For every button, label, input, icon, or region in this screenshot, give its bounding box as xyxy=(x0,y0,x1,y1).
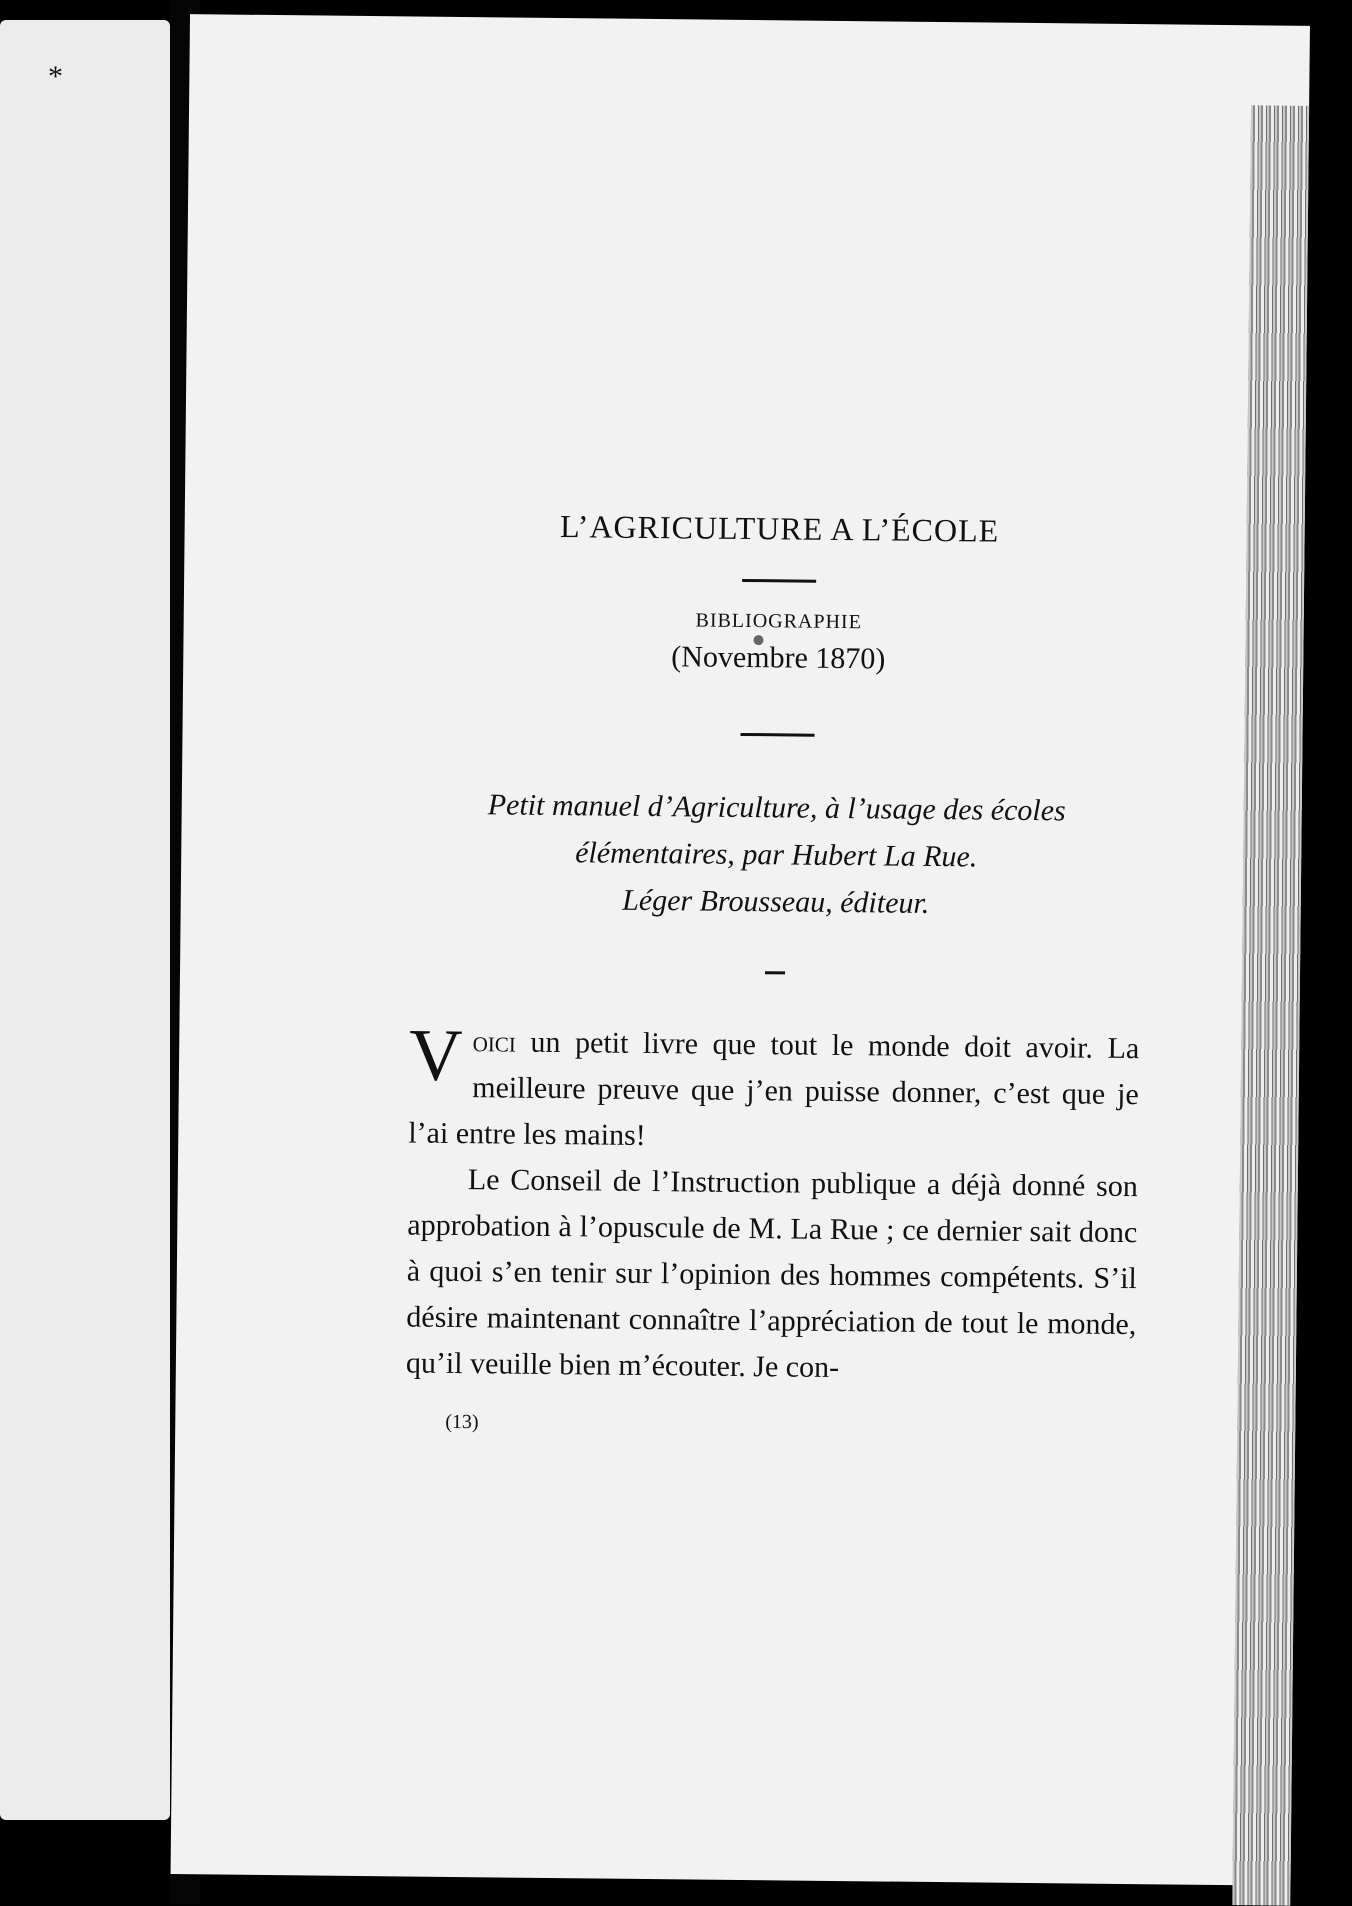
left-facing-page xyxy=(0,20,170,1820)
section-date: (Novembre 1870) xyxy=(671,640,886,676)
lead-word: oici xyxy=(472,1025,517,1059)
drop-cap: V xyxy=(408,1014,464,1098)
chapter-title: L’AGRICULTURE A L’ÉCOLE xyxy=(559,508,1000,549)
divider-rule xyxy=(741,733,815,737)
book-citation xyxy=(411,781,1142,930)
citation-line-2: élémentaires, par Hubert La Rue. xyxy=(575,836,978,874)
paragraph-1-text: un petit livre que tout le monde doit avoir. La meilleure preuve que j’en puisse donner, c’est que je l’ai entre les mains! xyxy=(408,1025,1140,1152)
ink-mark: * xyxy=(48,60,63,93)
short-rule xyxy=(765,971,785,974)
paragraph-1 xyxy=(408,1014,1140,1164)
book-page xyxy=(171,14,1310,1886)
title-rule xyxy=(742,579,816,583)
paragraph-2: Le Conseil de l’Instruction publique a déjà donné son approbation à l’opuscule de M. La Rue ; ce dernier sait donc à quoi s’en tenir sur l’opinion des hommes compétents. S’il désire maintenant connaître l’appréciation de tout le monde, qu’il veuille bien m’écouter. Je con- xyxy=(405,1163,1138,1385)
section-label: BIBLIOGRAPHIE xyxy=(695,609,862,634)
page-edges xyxy=(1232,105,1309,1906)
page-content xyxy=(405,507,1145,1442)
page-number: (13) xyxy=(445,1410,479,1434)
citation-line-3: Léger Brousseau, éditeur. xyxy=(621,883,930,920)
body-text xyxy=(405,1014,1140,1394)
citation-line-1: Petit manuel d’Agriculture, à l’usage des écoles xyxy=(487,788,1066,828)
